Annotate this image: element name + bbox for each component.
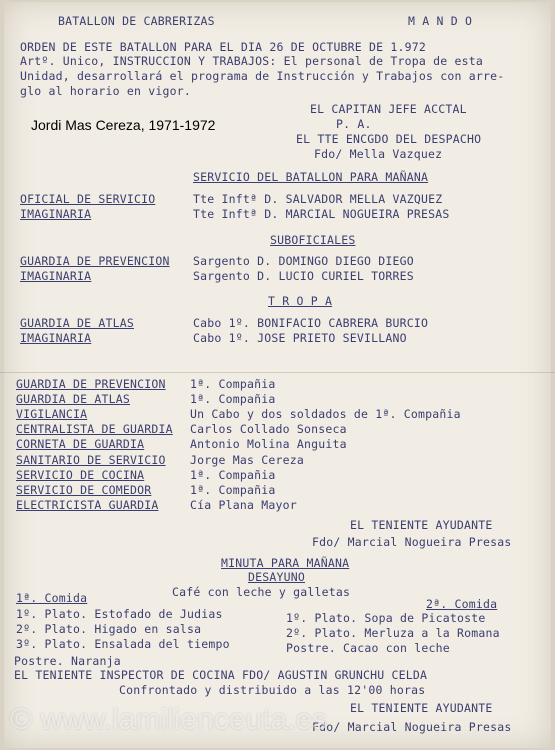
- menu-title: MINUTA PARA MAÑANA: [221, 556, 350, 570]
- service-value: Jorge Mas Cereza: [190, 453, 304, 467]
- servicio-title: SERVICIO DEL BATALLON PARA MAÑANA: [193, 170, 429, 184]
- role-label: IMAGINARIA: [20, 331, 92, 345]
- tropa-title: T R O P A: [268, 294, 333, 308]
- menu-item: 1º. Plato. Estofado de Judias: [16, 607, 223, 621]
- mando-label: M A N D O: [408, 14, 473, 28]
- role-label: OFICIAL DE SERVICIO: [20, 192, 156, 206]
- fold-line: [0, 372, 555, 373]
- signature-name: Fdo/ Marcial Nogueira Presas: [312, 535, 512, 549]
- signature-title: EL TENIENTE AYUDANTE: [350, 518, 493, 532]
- service-role: CENTRALISTA DE GUARDIA: [16, 422, 173, 436]
- order-title: ORDEN DE ESTE BATALLON PARA EL DIA 26 DE OCTUBRE DE 1.972: [20, 40, 427, 54]
- assigned-name: Tte Inftª D. MARCIAL NOGUEIRA PRESAS: [193, 207, 450, 221]
- menu-item: 2º. Plato. Merluza a la Romana: [286, 626, 500, 640]
- assigned-name: Sargento D. LUCIO CURIEL TORRES: [193, 269, 414, 283]
- service-role: VIGILANCIA: [16, 407, 88, 421]
- menu-item: 2º. Plato. Higado en salsa: [16, 622, 202, 636]
- service-value: 1ª. Compañia: [190, 468, 276, 482]
- comida2-title: 2ª. Comida: [426, 597, 498, 611]
- assigned-name: Cabo 1º. JOSE PRIETO SEVILLANO: [193, 331, 407, 345]
- role-label: IMAGINARIA: [20, 207, 92, 221]
- service-role: SERVICIO DE COCINA: [16, 468, 145, 482]
- battalion-name: BATALLON DE CABRERIZAS: [58, 14, 215, 28]
- article-line: Artº. Unico, INSTRUCCION Y TRABAJOS: El personal de Tropa de esta: [20, 54, 484, 68]
- assigned-name: Tte Inftª D. SALVADOR MELLA VAZQUEZ: [193, 192, 443, 206]
- desayuno-item: Café con leche y galletas: [172, 585, 351, 599]
- desayuno-title: DESAYUNO: [248, 570, 305, 584]
- service-value: 1ª. Compañia: [190, 483, 276, 497]
- suboficiales-title: SUBOFICIALES: [270, 233, 356, 247]
- service-role: GUARDIA DE PREVENCION: [16, 377, 166, 391]
- menu-item: 1º. Plato. Sopa de Picatoste: [286, 611, 486, 625]
- signature-name: Fdo/ Marcial Nogueira Presas: [312, 720, 512, 734]
- signature-title: EL CAPITAN JEFE ACCTAL: [310, 102, 467, 116]
- service-role: GUARDIA DE ATLAS: [16, 392, 130, 406]
- service-value: Cía Plana Mayor: [190, 498, 297, 512]
- signature-role: EL TTE ENCGDO DEL DESPACHO: [296, 132, 482, 146]
- signature-pa: P. A.: [336, 117, 372, 131]
- assigned-name: Cabo 1º. BONIFACIO CABRERA BURCIO: [193, 316, 429, 330]
- article-line: Unidad, desarrollará el programa de Instrucción y Trabajos con arre-: [20, 69, 505, 83]
- service-value: 1ª. Compañia: [190, 377, 276, 391]
- service-role: SERVICIO DE COMEDOR: [16, 483, 152, 497]
- menu-item: 3º. Plato. Ensalada del tiempo: [16, 637, 230, 651]
- inspector-line: EL TENIENTE INSPECTOR DE COCINA FDO/ AGUSTIN GRUNCHU CELDA: [14, 668, 428, 682]
- comida1-title: 1ª. Comida: [16, 591, 88, 605]
- service-role: SANITARIO DE SERVICIO: [16, 453, 166, 467]
- watermark: © www.lamilienceuta.es: [10, 703, 328, 736]
- signature-name: Fdo/ Mella Vazquez: [314, 147, 443, 161]
- signature-title: EL TENIENTE AYUDANTE: [350, 701, 493, 715]
- service-value: Antonio Molina Anguita: [190, 437, 347, 451]
- service-value: Carlos Collado Sonseca: [190, 422, 347, 436]
- role-label: GUARDIA DE ATLAS: [20, 316, 134, 330]
- service-role: ELECTRICISTA GUARDIA: [16, 498, 159, 512]
- confrontado-line: Confrontado y distribuido a las 12'00 horas: [119, 683, 426, 697]
- menu-item: Postre. Cacao con leche: [286, 641, 450, 655]
- menu-item: Postre. Naranja: [14, 654, 121, 668]
- service-value: 1ª. Compañia: [190, 392, 276, 406]
- service-role: CORNETA DE GUARDIA: [16, 437, 145, 451]
- assigned-name: Sargento D. DOMINGO DIEGO DIEGO: [193, 254, 414, 268]
- service-value: Un Cabo y dos soldados de 1ª. Compañia: [190, 407, 461, 421]
- photo-caption: Jordi Mas Cereza, 1971-1972: [31, 117, 216, 133]
- role-label: GUARDIA DE PREVENCION: [20, 254, 170, 268]
- role-label: IMAGINARIA: [20, 269, 92, 283]
- article-line: glo al horario en vigor.: [20, 84, 191, 98]
